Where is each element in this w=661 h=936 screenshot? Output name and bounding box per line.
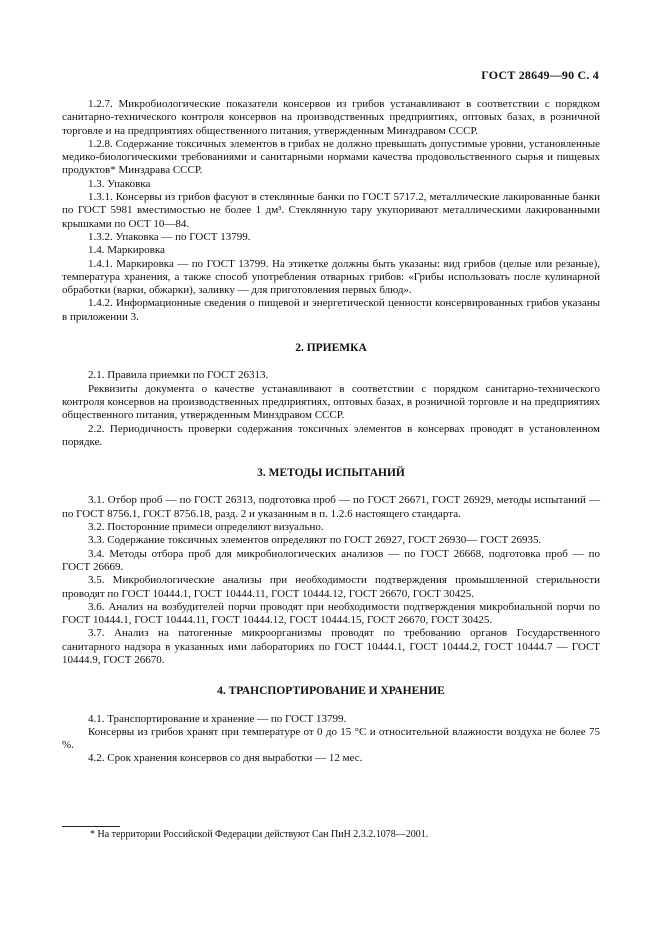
paragraph-2-2: 2.2. Периодичность проверки содержания токсичных элементов в консервах проводят в установленном порядке. bbox=[62, 422, 600, 448]
section-2-title: 2. ПРИЕМКА bbox=[295, 342, 367, 355]
document-body bbox=[62, 98, 600, 766]
section-4-title: 4. ТРАНСПОРТИРОВАНИЕ И ХРАНЕНИЕ bbox=[217, 685, 445, 698]
paragraph-3-4: 3.4. Методы отбора проб для микробиологических анализов — по ГОСТ 26668, подготовка проб — по ГОСТ 26669. bbox=[62, 547, 600, 573]
paragraph-1-3-1: 1.3.1. Консервы из грибов фасуют в стеклянные банки по ГОСТ 5717.2, металлические лакированные банки по ГОСТ 5981 вместимостью не более 1 дм³. Стеклянную тару укупоривают металлическими лакированными крышками по ОСТ 10—84. bbox=[62, 191, 600, 230]
footnote: * На территории Российской Федерации действуют Сан ПиН 2.3.2.1078—2001. bbox=[90, 829, 429, 840]
paragraph-1-4-2: 1.4.2. Информационные сведения о пищевой и энергетической ценности консервированных грибов указаны в приложении 3. bbox=[62, 297, 600, 323]
paragraph-3-5: 3.5. Микробиологические анализы при необходимости подтверждения промышленной стерильности проводят по ГОСТ 10444.1, ГОСТ 10444.11, ГОСТ 10444.12, ГОСТ 26670, ГОСТ 30425. bbox=[62, 574, 600, 600]
paragraph-3-2: 3.2. Посторонние примеси определяют визуально. bbox=[88, 521, 324, 534]
paragraph-1-2-7: 1.2.7. Микробиологические показатели консервов из грибов устанавливают в соответствии с порядком санитарно-технического контроля консервов на производственных предприятиях, оптовых базах, в розничной торговле и на предприятиях общественного питания, утвержденным Минздравом СССР. bbox=[62, 98, 600, 137]
paragraph-4-1: 4.1. Транспортирование и хранение — по ГОСТ 13799. bbox=[88, 712, 347, 725]
paragraph-3-7: 3.7. Анализ на патогенные микроорганизмы проводят по требованию органов Государственного санитарного надзора в указанных ими лабораториях по ГОСТ 10444.1, ГОСТ 10444.2, ГОСТ 10444.7 — ГОСТ 10444.9, ГОСТ 26670. bbox=[62, 627, 600, 666]
page-header: ГОСТ 28649—90 С. 4 bbox=[481, 68, 599, 82]
paragraph-3-6: 3.6. Анализ на возбудителей порчи проводят при необходимости подтверждения микробиальной порчи по ГОСТ 10444.1, ГОСТ 10444.11, ГОСТ 10444.12, ГОСТ 10444.15, ГОСТ 26670, ГОСТ 30425. bbox=[62, 600, 600, 627]
heading-1-3: 1.3. Упаковка bbox=[88, 177, 151, 190]
paragraph-3-1: 3.1. Отбор проб — по ГОСТ 26313, подготовка проб — по ГОСТ 26671, ГОСТ 26929, методы испытаний — по ГОСТ 8756.1, ГОСТ 8756.18, разд. 2 и указанным в п. 1.2.6 настоящего стандарта. bbox=[62, 494, 600, 520]
paragraph-1-2-8: 1.2.8. Содержание токсичных элементов в грибах не должно превышать допустимые уровни, установленные медико-биологическими требованиями и санитарными нормами качества продовольственного сырья и пищевых продуктов* Минздрава СССР. bbox=[62, 137, 600, 177]
paragraph-1-4-1: 1.4.1. Маркировка — по ГОСТ 13799. На этикетке должны быть указаны: вид грибов (целые или резаные), температура хранения, а также способ употребления отварных грибов: «Грибы использовать после кулинарной обработки (варки, обжарки), заливку — для приготовления первых блюд». bbox=[62, 257, 600, 297]
footnote-divider bbox=[62, 826, 120, 827]
paragraph-1-3-2: 1.3.2. Упаковка — по ГОСТ 13799. bbox=[88, 230, 251, 243]
paragraph-4-2: 4.2. Срок хранения консервов со дня выработки — 12 мес. bbox=[88, 752, 363, 765]
paragraph-2-1-details: Реквизиты документа о качестве устанавливают в соответствии с порядком санитарно-технического контроля консервов на производственных предприятиях, оптовых базах, в розничной торговле и на предприятиях общественного питания, утвержденным Минздравом СССР. bbox=[62, 382, 600, 422]
section-3-title: 3. МЕТОДЫ ИСПЫТАНИЙ bbox=[257, 467, 405, 480]
paragraph-2-1: 2.1. Правила приемки по ГОСТ 26313. bbox=[88, 369, 269, 382]
heading-1-4: 1.4. Маркировка bbox=[88, 244, 165, 257]
paragraph-3-3: 3.3. Содержание токсичных элементов определяют по ГОСТ 26927, ГОСТ 26930— ГОСТ 26935. bbox=[88, 534, 542, 547]
paragraph-4-1-storage: Консервы из грибов хранят при температуре от 0 до 15 °С и относительной влажности воздуха не более 75 %. bbox=[62, 725, 600, 752]
